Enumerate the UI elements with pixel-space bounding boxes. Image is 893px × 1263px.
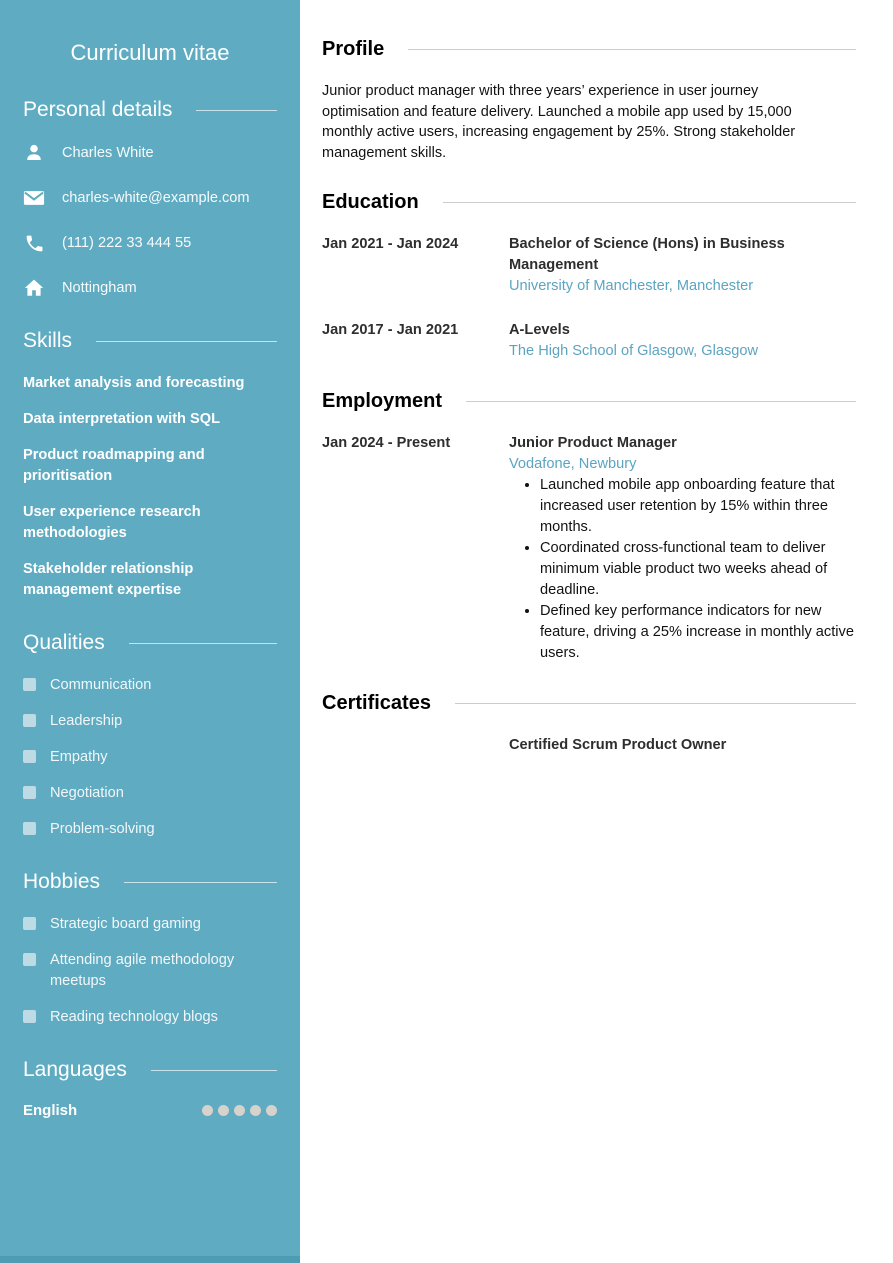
hobby-item (23, 914, 277, 935)
language-level-dot (266, 1105, 277, 1116)
profile-heading-label: Profile (322, 38, 385, 60)
achievement-list (509, 475, 856, 664)
skill-item: Product roadmapping and prioritisation (23, 447, 205, 484)
square-bullet-icon (23, 1010, 36, 1023)
contact-row-name (23, 142, 277, 164)
employment-section (322, 390, 856, 664)
contact-phone: (111) 222 33 444 55 (62, 235, 192, 251)
education-entry (322, 234, 856, 297)
personal-details-heading (23, 98, 277, 122)
square-bullet-icon (23, 953, 36, 966)
cv-main-content (300, 0, 893, 756)
company-name: Vodafone, Newbury (509, 456, 637, 472)
certificate-details (509, 735, 856, 756)
square-bullet-icon (23, 750, 36, 763)
education-details (509, 320, 856, 362)
qualities-heading (23, 631, 277, 655)
sidebar (0, 0, 300, 1256)
heading-rule (124, 882, 277, 883)
achievement-item: • Launched mobile app onboarding feature that increased user retention by 15% within three months. (540, 475, 856, 538)
quality-item (23, 675, 277, 696)
heading-rule (408, 49, 856, 50)
institution-name: The High School of Glasgow, Glasgow (509, 343, 759, 359)
profile-summary: Junior product manager with three years’ experience in user journey optimisation and feature delivery. Launched a mobile app used by 15,000 monthly active users, increasing engagement by 25%. Strong stakeholder management skills. (322, 83, 796, 161)
institution-name: University of Manchester, Manchester (509, 278, 754, 294)
profile-section (322, 38, 856, 163)
quality-item (23, 711, 277, 732)
education-dates: Jan 2017 - Jan 2021 (322, 322, 459, 338)
hobby-item (23, 1007, 277, 1028)
contact-row-city (23, 277, 277, 299)
education-heading-label: Education (322, 191, 419, 213)
skill-item: User experience research methodologies (23, 504, 201, 541)
skills-heading-label: Skills (23, 329, 73, 352)
quality-label: Communication (50, 677, 152, 693)
quality-label: Empathy (50, 749, 108, 765)
personal-details-heading-label: Personal details (23, 98, 173, 121)
certificates-heading-label: Certificates (322, 692, 431, 714)
contact-email: charles-white@example.com (62, 190, 250, 206)
certificates-section (322, 692, 856, 756)
skill-item: Data interpretation with SQL (23, 411, 221, 427)
quality-item (23, 819, 277, 840)
heading-rule (455, 703, 856, 704)
language-level-dot (250, 1105, 261, 1116)
degree-title: A-Levels (509, 322, 570, 338)
home-icon (23, 277, 45, 299)
languages-heading-label: Languages (23, 1058, 127, 1081)
heading-rule (129, 643, 277, 644)
employment-dates: Jan 2024 - Present (322, 435, 451, 451)
language-row (23, 1102, 277, 1119)
employment-details (509, 433, 856, 664)
education-heading (322, 191, 856, 214)
certificate-dates (322, 735, 509, 756)
language-level-indicator (202, 1105, 277, 1116)
certificate-title: Certified Scrum Product Owner (509, 737, 727, 753)
employment-heading-label: Employment (322, 390, 443, 412)
education-dates: Jan 2021 - Jan 2024 (322, 236, 459, 252)
person-icon (23, 142, 45, 164)
square-bullet-icon (23, 917, 36, 930)
contact-city: Nottingham (62, 280, 137, 296)
hobby-label: Attending agile methodology meetups (50, 952, 235, 989)
certificate-entry (322, 735, 856, 756)
profile-heading (322, 38, 856, 61)
skill-item: Market analysis and forecasting (23, 375, 245, 391)
sidebar-bottom-edge (0, 1256, 300, 1263)
employment-entry (322, 433, 856, 664)
language-level-dot (218, 1105, 229, 1116)
cv-title: Curriculum vitae (70, 40, 230, 65)
quality-label: Leadership (50, 713, 123, 729)
heading-rule (196, 110, 277, 111)
square-bullet-icon (23, 822, 36, 835)
hobby-label: Reading technology blogs (50, 1009, 218, 1025)
certificates-heading (322, 692, 856, 715)
heading-rule (466, 401, 856, 402)
education-details (509, 234, 856, 297)
language-name: English (23, 1102, 78, 1119)
hobby-item (23, 950, 277, 992)
contact-row-phone (23, 232, 277, 254)
language-level-dot (202, 1105, 213, 1116)
qualities-heading-label: Qualities (23, 631, 105, 654)
quality-item (23, 783, 277, 804)
education-entry (322, 320, 856, 362)
contact-row-email (23, 187, 277, 209)
languages-heading (23, 1058, 277, 1082)
degree-title: Bachelor of Science (Hons) in Business Management (509, 236, 785, 273)
email-icon (23, 187, 45, 209)
hobbies-heading-label: Hobbies (23, 870, 101, 893)
phone-icon (23, 232, 45, 254)
heading-rule (151, 1070, 277, 1071)
education-section (322, 191, 856, 362)
square-bullet-icon (23, 714, 36, 727)
quality-item (23, 747, 277, 768)
hobby-label: Strategic board gaming (50, 916, 201, 932)
skill-item: Stakeholder relationship management expertise (23, 561, 194, 598)
skills-heading (23, 329, 277, 353)
heading-rule (96, 341, 277, 342)
job-title: Junior Product Manager (509, 435, 677, 451)
employment-heading (322, 390, 856, 413)
achievement-item: • Defined key performance indicators for new feature, driving a 25% increase in monthly active users. (540, 601, 856, 664)
square-bullet-icon (23, 786, 36, 799)
achievement-item: • Coordinated cross-functional team to deliver minimum viable product two weeks ahead of deadline. (540, 538, 856, 601)
quality-label: Negotiation (50, 785, 124, 801)
contact-name: Charles White (62, 145, 154, 161)
heading-rule (443, 202, 856, 203)
hobbies-heading (23, 870, 277, 894)
language-level-dot (234, 1105, 245, 1116)
quality-label: Problem-solving (50, 821, 155, 837)
square-bullet-icon (23, 678, 36, 691)
